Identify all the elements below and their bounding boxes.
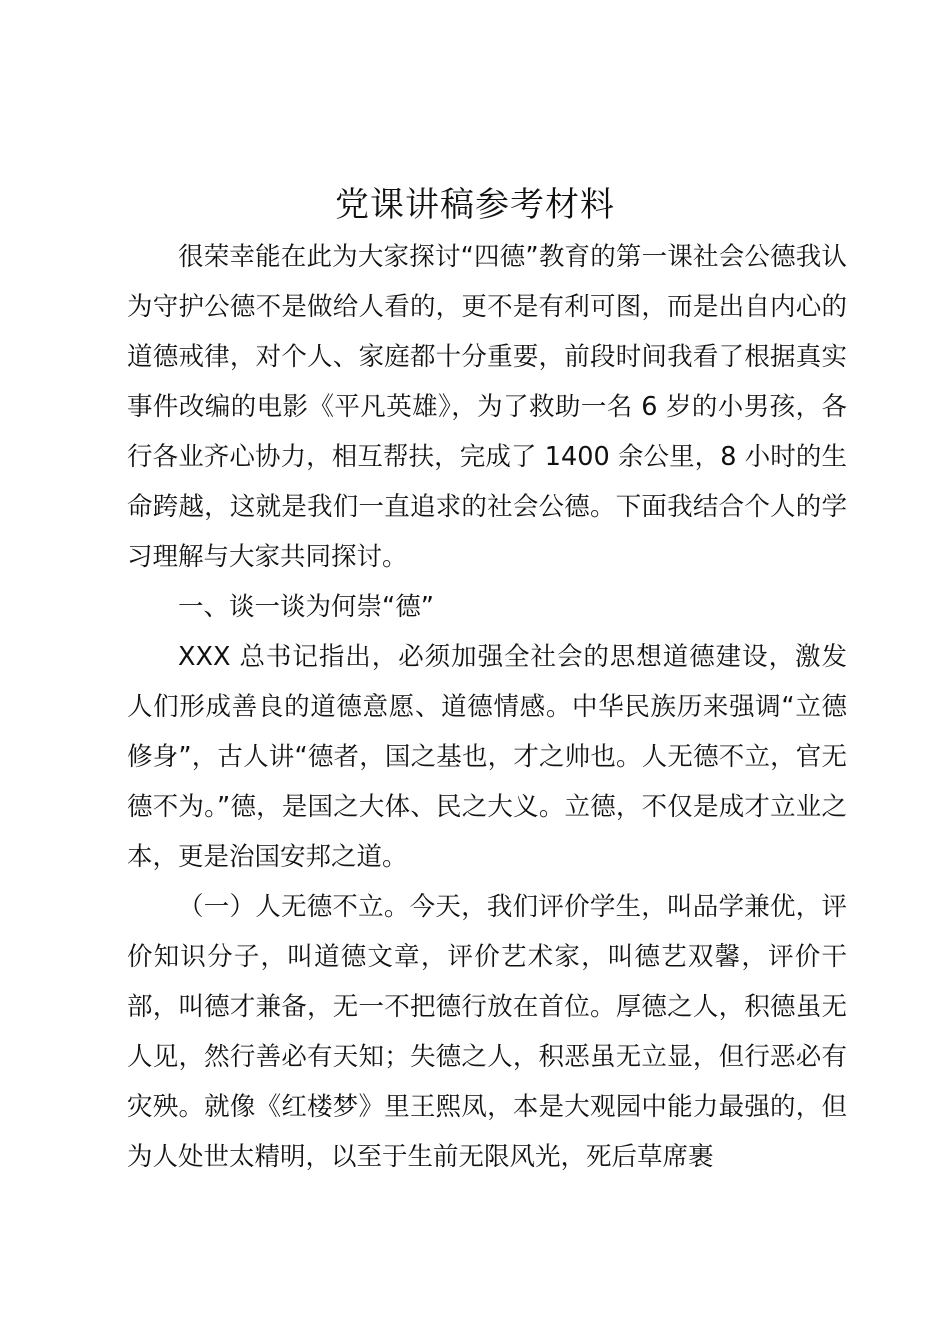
paragraph-section-one: XXX 总书记指出，必须加强全社会的思想道德建设，激发人们形成善良的道德意愿、道德情感。中华民族历来强调“立德修身”，古人讲“德者，国之基也，才之帅也。人无德不立，官无德不为。”德，是国之大体、民之大义。立德，不仅是成才立业之本，更是治国安邦之道。 (127, 642, 847, 872)
document-body (127, 232, 847, 1182)
document-title: 党课讲稿参考材料 (335, 185, 615, 225)
paragraph-intro: 很荣幸能在此为大家探讨“四德”教育的第一课社会公德我认为守护公德不是做给人看的，更不是有利可图，而是出自内心的道德戒律，对个人、家庭都十分重要，前段时间我看了根据真实事件改编的电影《平凡英雄》，为了救助一名 6 岁的小男孩，各行各业齐心协力，相互帮扶，完成了 1400 余公里，8 小时的生命跨越，这就是我们一直追求的社会公德。下面我结合个人的学习理解与大家共同探讨。 (127, 242, 847, 572)
paragraph-subsection-one: （一）人无德不立。今天，我们评价学生，叫品学兼优，评价知识分子，叫道德文章，评价艺术家，叫德艺双馨，评价干部，叫德才兼备，无一不把德行放在首位。厚德之人，积德虽无人见，然行善必有天知；失德之人，积恶虽无立显，但行恶必有灾殃。就像《红楼梦》里王熙凤，本是大观园中能力最强的，但为人处世太精明，以至于生前无限风光，死后草席裹 (127, 892, 847, 1172)
section-heading: 一、谈一谈为何崇“德” (178, 592, 434, 622)
